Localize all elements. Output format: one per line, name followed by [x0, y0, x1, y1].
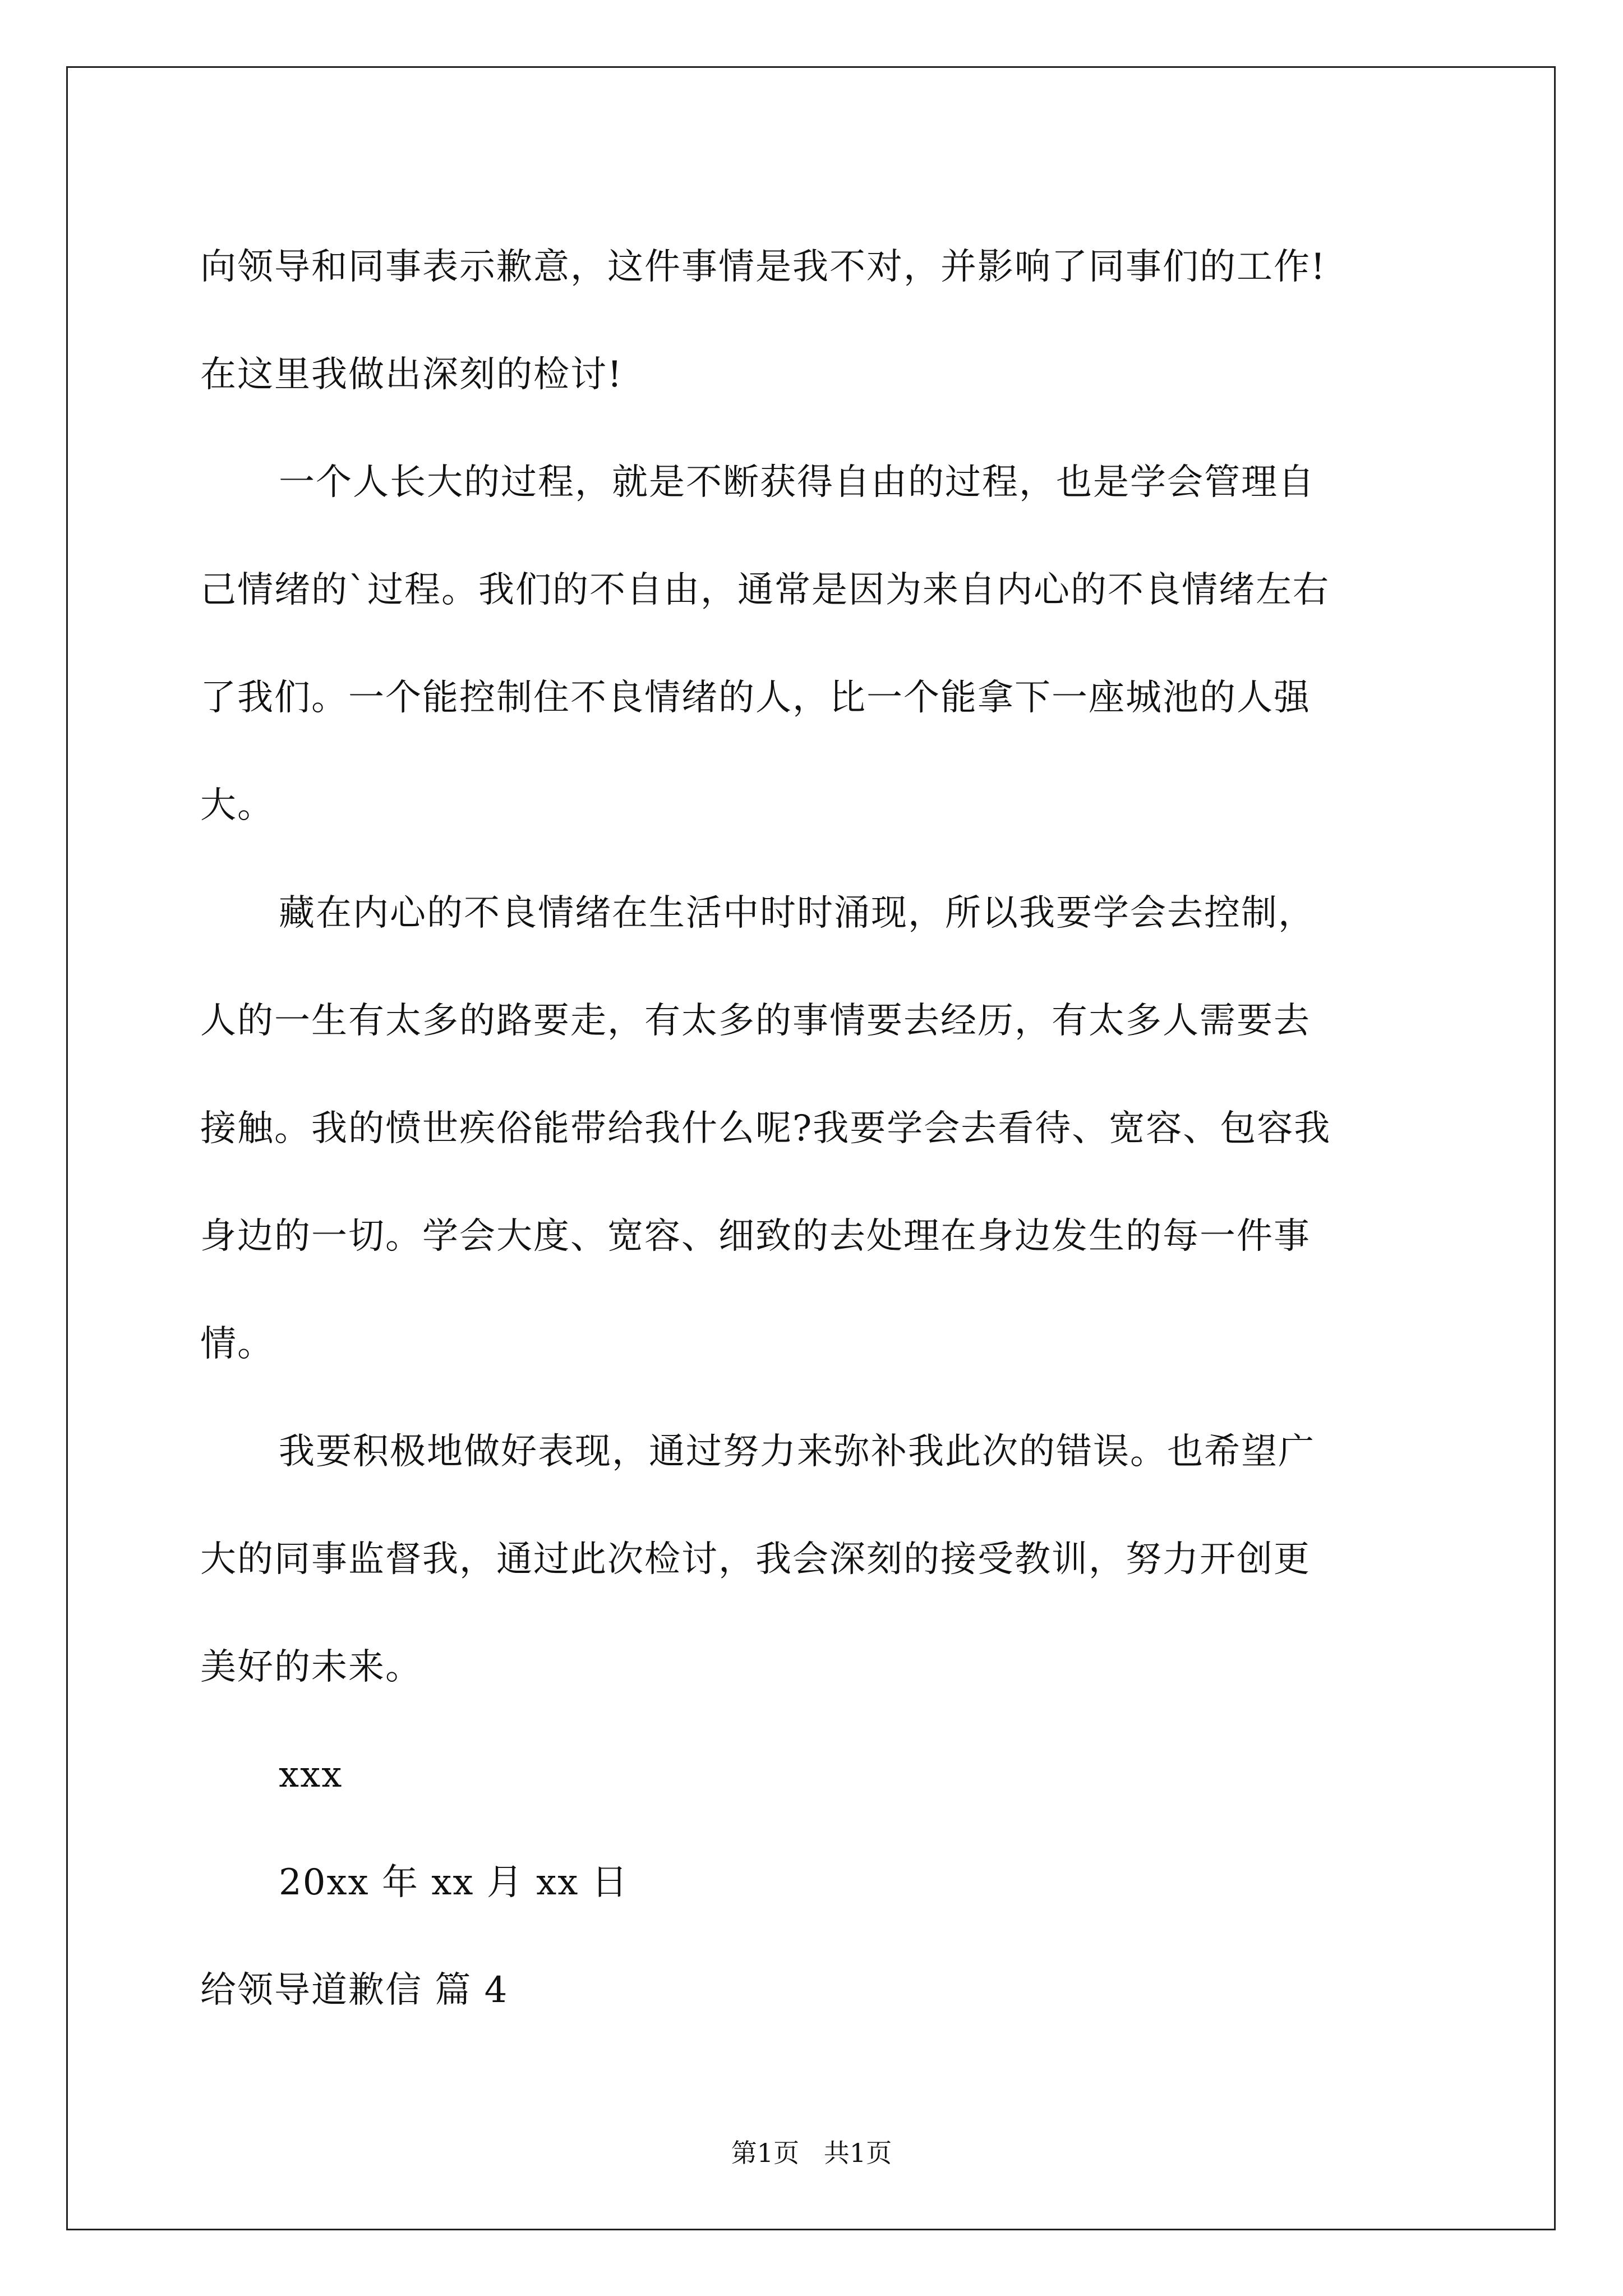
section-heading: 给领导道歉信 篇 4 — [200, 1970, 509, 2011]
paragraph-start-line: 藏在内心的不良情绪在生活中时时涌现，所以我要学会去控制， — [279, 892, 1315, 934]
text-line: 接触。我的愤世疾俗能带给我什么呢?我要学会去看待、宽容、包容我 — [200, 1108, 1331, 1149]
signature-date: 20xx 年 xx 月 xx 日 — [279, 1862, 629, 1903]
text-line: 了我们。一个能控制住不良情绪的人，比一个能拿下一座城池的人强 — [200, 677, 1311, 719]
text-line: 在这里我做出深刻的检讨! — [200, 354, 623, 395]
paragraph-start-line: 一个人长大的过程，就是不断获得自由的过程，也是学会管理自 — [279, 462, 1315, 503]
text-line: 人的一生有太多的路要走，有太多的事情要去经历，有太多人需要去 — [200, 1000, 1311, 1042]
text-line: 美好的未来。 — [200, 1646, 422, 1688]
text-line: 己情绪的`过程。我们的不自由，通常是因为来自内心的不良情绪左右 — [200, 569, 1330, 611]
text-line: 身边的一切。学会大度、宽容、细致的去处理在身边发生的每一件事 — [200, 1216, 1311, 1257]
text-line: 大的同事监督我，通过此次检讨，我会深刻的接受教训，努力开创更 — [200, 1539, 1311, 1580]
text-line: 大。 — [200, 785, 274, 826]
paragraph-start-line: 我要积极地做好表现，通过努力来弥补我此次的错误。也希望广 — [279, 1431, 1315, 1473]
document-body — [200, 213, 1440, 2044]
signature-name: xxx — [279, 1754, 343, 1796]
text-line: 向领导和同事表示歉意，这件事情是我不对，并影响了同事们的工作! — [200, 246, 1326, 288]
text-line: 情。 — [200, 1323, 274, 1365]
page-footer: 第1页 共1页 — [731, 2138, 892, 2168]
